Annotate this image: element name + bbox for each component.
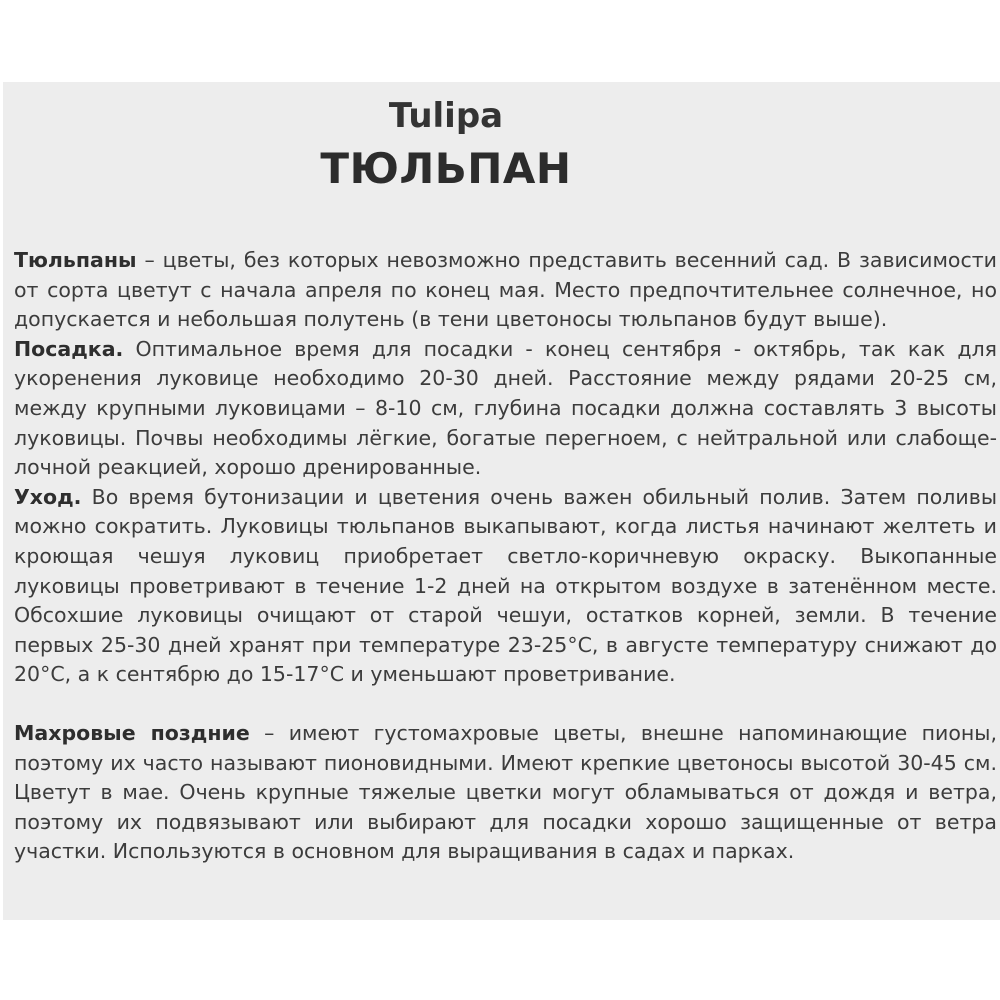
intro-term: Тюльпаны [14,248,137,272]
latin-name: Tulipa [388,96,504,136]
description-body [14,246,997,867]
planting-paragraph [14,335,997,483]
variety-paragraph [14,719,997,867]
intro-paragraph [14,246,997,335]
intro-text: – цветы, без которых невозможно представить весенний сад. В зависимости от сорта цветут с начала апреля по конец мая. Место предпочтительнее солнечное, но допускается и небольшая полутень (в тени цветоносы тюльпанов будут выше). [14,248,997,332]
russian-name: ТЮЛЬПАН [320,144,572,193]
packet-back-label [3,82,1000,920]
planting-text: Оптимальное время для посадки - конец сентября - октябрь, так как для укоренения луковице необходимо 20-30 дней. Расстояние между рядами 20-25 см, между крупными луковицами – 8-10 см, глубина посадки должна составлять 3 высоты луковицы. Почвы необходимы лёгкие, богатые перегноем, с нейтральной или слабоще-лочной реакцией, хорошо дренированные. [14,336,997,480]
care-paragraph [14,483,997,690]
planting-term: Посадка. [14,336,124,361]
variety-text: – имеют густомахровые цветы, внешне напоминающие пионы, поэтому их часто называют пионовидными. Имеют крепкие цветоносы высотой 30-45 см. Цветут в мае. Очень крупные тяжелые цветки могут обламываться от дождя и ветра, поэтому их подвязывают или выбирают для посадки хорошо защищенные от ветра участки. Используются в основном для выращивания в садах и парках. [14,720,997,864]
variety-term: Махровые поздние [14,720,250,745]
care-term: Уход. [14,484,82,509]
care-text: Во время бутонизации и цветения очень важен обильный полив. Затем поливы можно сократить. Луковицы тюльпанов выкапывают, когда листья начинают желтеть и кроющая чешуя луковиц приобретает светло-коричневую окраску. Выкопанные луковицы проветривают в течение 1-2 дней на открытом воздухе в затенённом месте. Обсохшие луковицы очищают от старой чешуи, остатков корней, земли. В течение первых 25-30 дней хранят при температуре 23-25°C, в августе температуру снижают до 20°C, а к сентябрю до 15-17°C и уменьшают проветривание. [14,484,997,687]
